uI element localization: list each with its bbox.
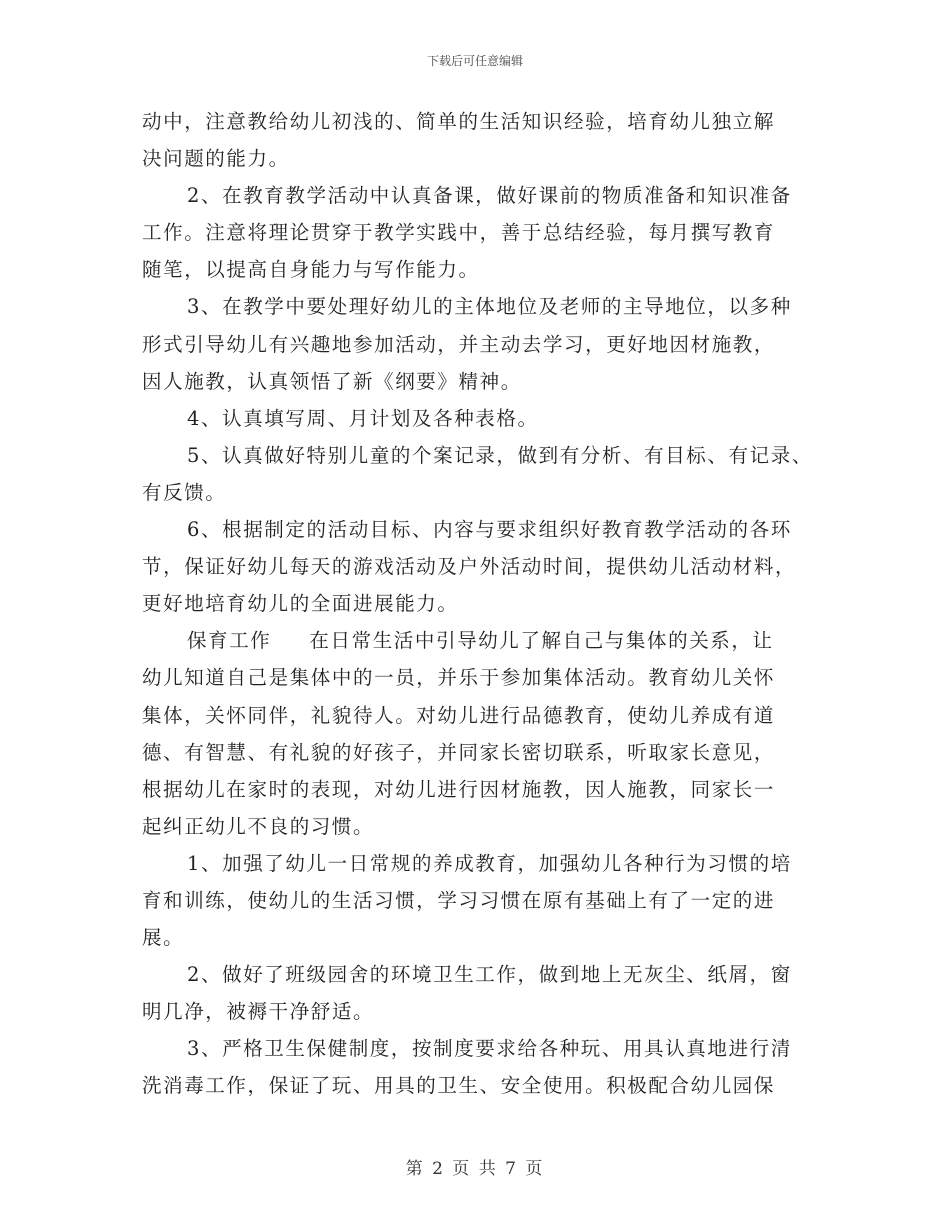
- line-text: 6、根据制定的活动目标、内容与要求组织好教育教学活动的各环: [187, 518, 792, 542]
- line-text: 根据幼儿在家时的表现，对幼儿进行因材施教，因人施教，同家长一: [142, 777, 776, 801]
- line-text: 德、有智慧、有礼貌的好孩子，并同家长密切联系，听取家长意见，: [142, 740, 776, 764]
- text-line: [142, 363, 822, 400]
- line-text: 因人施教，认真领悟了新《纲要》精神。: [142, 369, 522, 393]
- line-text: 更好地培育幼儿的全面进展能力。: [142, 592, 459, 616]
- page-footer: 第 2 页 共 7 页: [405, 1159, 545, 1179]
- line-text: 动中，注意教给幼儿初浅的、简单的生活知识经验，培育幼儿独立解: [142, 110, 776, 133]
- line-text: 随笔，以提高自身能力与写作能力。: [142, 258, 480, 282]
- line-text: 集体，关怀同伴，礼貌待人。对幼儿进行品德教育，使幼儿养成有道: [142, 703, 776, 727]
- text-line: [142, 1030, 822, 1067]
- line-text: 展。: [142, 926, 185, 950]
- line-text: 洗消毒工作，保证了玩、用具的卫生、安全使用。积极配合幼儿园保: [142, 1074, 776, 1098]
- text-line: [142, 177, 822, 214]
- document-body: [142, 103, 822, 1105]
- text-line: [142, 288, 822, 325]
- line-text: 工作。注意将理论贯穿于教学实践中，善于总结经验，每月撰写教育: [142, 221, 776, 245]
- text-line: [142, 919, 822, 956]
- line-text: 3、严格卫生保健制度，按制度要求给各种玩、用具认真地进行清: [187, 1037, 792, 1061]
- text-line: [142, 697, 822, 734]
- text-line: [142, 808, 822, 845]
- text-line: [142, 214, 822, 251]
- text-line: [142, 622, 822, 659]
- text-line: [142, 659, 822, 696]
- section-heading: 保育工作: [187, 629, 272, 653]
- text-line: [142, 548, 822, 585]
- line-text: 决问题的能力。: [142, 147, 290, 171]
- text-line: [142, 400, 822, 437]
- text-line: [142, 845, 822, 882]
- line-text: 节，保证好幼儿每天的游戏活动及户外活动时间，提供幼儿活动材料，: [142, 555, 797, 579]
- text-line: [142, 734, 822, 771]
- line-text: 4、认真填写周、月计划及各种表格。: [187, 406, 539, 430]
- text-line: [142, 993, 822, 1030]
- line-text: 2、做好了班级园舍的环境卫生工作，做到地上无灰尘、纸屑，窗: [187, 963, 792, 987]
- line-text: 形式引导幼儿有兴趣地参加活动，并主动去学习，更好地因材施教，: [142, 332, 776, 356]
- page-header: 下载后可任意编辑: [426, 54, 523, 68]
- text-line: [142, 771, 822, 808]
- text-line: [142, 326, 822, 363]
- text-line: [142, 103, 822, 140]
- text-line: [142, 140, 822, 177]
- text-line: [142, 474, 822, 511]
- text-line: [142, 251, 822, 288]
- line-text: 2、在教育教学活动中认真备课，做好课前的物质准备和知识准备: [187, 184, 792, 208]
- line-text: 育和训练，使幼儿的生活习惯，学习习惯在原有基础上有了一定的进: [142, 888, 776, 912]
- line-text: 起纠正幼儿不良的习惯。: [142, 814, 375, 838]
- text-line: [142, 437, 822, 474]
- text-line: [142, 882, 822, 919]
- line-text: 幼儿知道自己是集体中的一员，并乐于参加集体活动。教育幼儿关怀: [142, 666, 776, 690]
- text-line: [142, 956, 822, 993]
- text-line: [142, 511, 822, 548]
- line-text: 在日常生活中引导幼儿了解自己与集体的关系，让: [309, 629, 774, 653]
- line-text: 明几净，被褥干净舒适。: [142, 1000, 375, 1024]
- line-text: 5、认真做好特别儿童的个案记录，做到有分析、有目标、有记录、: [187, 443, 813, 467]
- text-line: [142, 585, 822, 622]
- line-text: 有反馈。: [142, 480, 227, 504]
- text-line: [142, 1067, 822, 1104]
- line-text: 3、在教学中要处理好幼儿的主体地位及老师的主导地位，以多种: [187, 295, 792, 319]
- line-text: 1、加强了幼儿一日常规的养成教育，加强幼儿各种行为习惯的培: [187, 851, 792, 875]
